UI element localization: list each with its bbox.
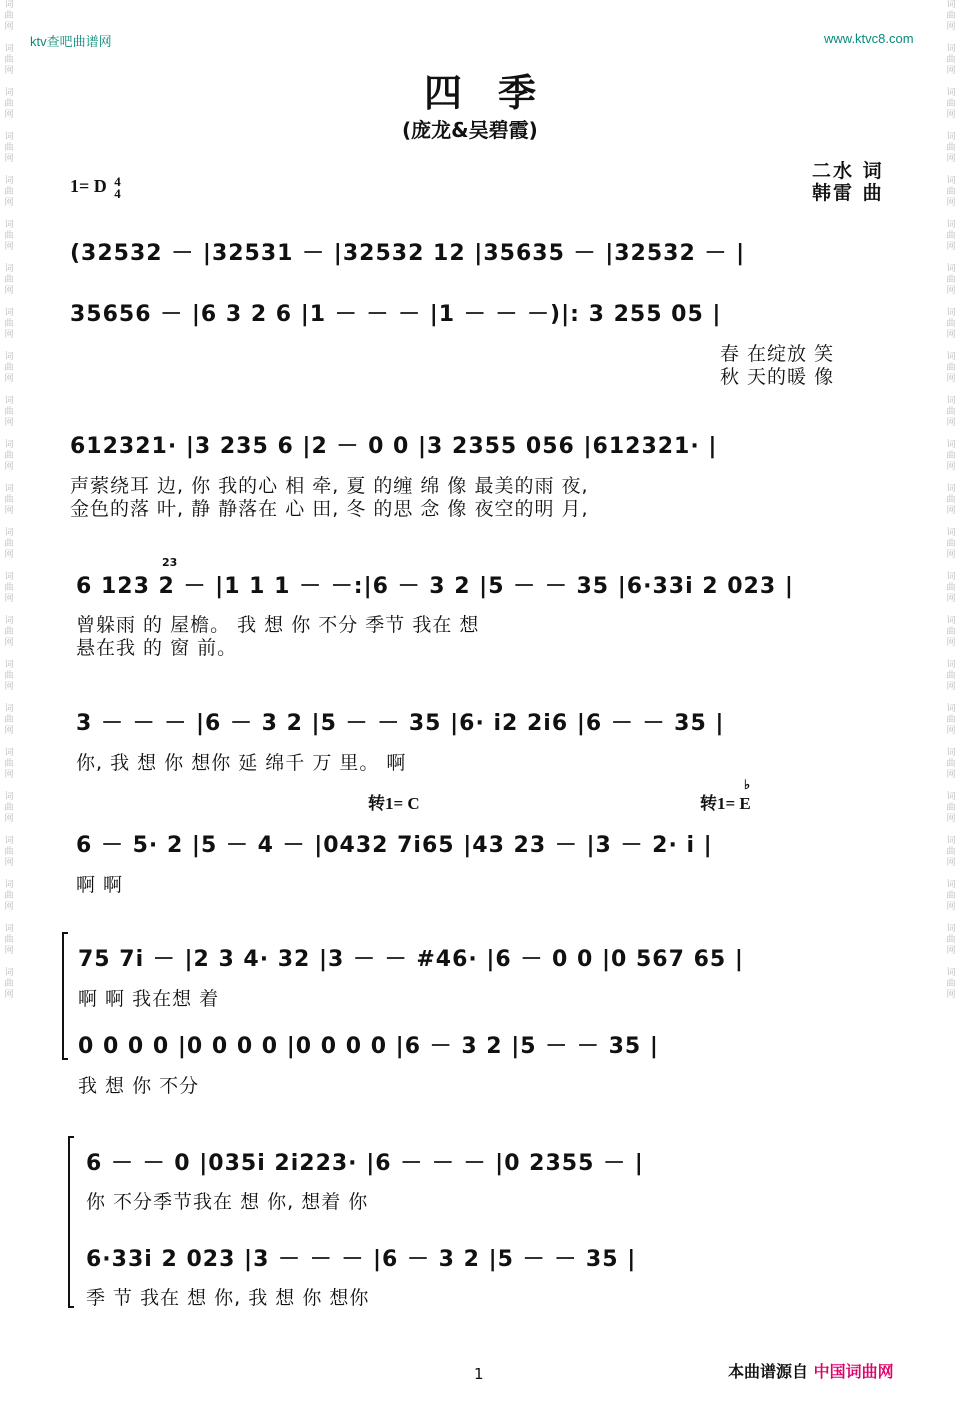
watermark-char: 网 [946, 726, 956, 736]
watermark-char: 网 [946, 638, 956, 648]
watermark-char: 网 [946, 902, 956, 912]
watermark-char: 词 [4, 924, 14, 934]
grace-notes: 23 [162, 556, 178, 569]
watermark-gap [2, 781, 16, 792]
watermark-char: 网 [4, 418, 14, 428]
watermark-gap [944, 737, 958, 748]
watermark-char: 词 [946, 132, 956, 142]
right-watermark [944, 0, 958, 1407]
watermark-char: 曲 [4, 231, 14, 241]
song-title: 四季 [424, 70, 573, 115]
watermark-gap [2, 517, 16, 528]
watermark-char: 曲 [946, 539, 956, 549]
watermark-char: 曲 [4, 539, 14, 549]
watermark-char: 曲 [946, 891, 956, 901]
watermark-gap [944, 165, 958, 176]
watermark-char: 词 [4, 88, 14, 98]
lyric-row-4-verse-2: 悬在我 的 窗 前。 [76, 637, 238, 659]
watermark-char: 网 [946, 550, 956, 560]
watermark-char: 曲 [4, 847, 14, 857]
watermark-char: 曲 [946, 99, 956, 109]
source-label: 本曲谱源自 [728, 1362, 809, 1381]
score-row-8-upper: 6 － － 0 |035i 2i223· |6 － － － |0 2355 － | [86, 1151, 644, 1176]
watermark-char: 词 [4, 352, 14, 362]
watermark-char: 曲 [946, 803, 956, 813]
watermark-char: 网 [946, 110, 956, 120]
watermark-gap [2, 165, 16, 176]
lyric-row-6: 啊 啊 [76, 874, 124, 896]
watermark-char: 词 [946, 440, 956, 450]
watermark-char: 网 [946, 66, 956, 76]
watermark-gap [944, 561, 958, 572]
watermark-gap [2, 297, 16, 308]
watermark-gap [944, 517, 958, 528]
lyric-row-5: 你, 我 想 你 想你 延 绵千 万 里。 啊 [76, 752, 407, 774]
watermark-char: 词 [946, 968, 956, 978]
watermark-gap [944, 605, 958, 616]
score-row-5: 3 － － － |6 － 3 2 |5 － － 35 |6· i2 2i6 |6 － － 35 | [76, 711, 725, 736]
watermark-char: 词 [4, 968, 14, 978]
watermark-char: 词 [946, 924, 956, 934]
watermark-char: 网 [4, 286, 14, 296]
time-signature [114, 176, 121, 200]
watermark-gap [2, 957, 16, 968]
watermark-char: 词 [946, 176, 956, 186]
watermark-gap [944, 693, 958, 704]
watermark-char: 网 [946, 990, 956, 1000]
watermark-char: 词 [4, 660, 14, 670]
watermark-char: 曲 [4, 187, 14, 197]
watermark-gap [2, 121, 16, 132]
watermark-char: 曲 [4, 583, 14, 593]
watermark-char: 网 [4, 594, 14, 604]
watermark-char: 词 [4, 528, 14, 538]
watermark-char: 词 [946, 0, 956, 10]
watermark-char: 曲 [4, 363, 14, 373]
watermark-char: 曲 [946, 979, 956, 989]
key-label: 1= D [70, 176, 107, 197]
watermark-char: 曲 [4, 627, 14, 637]
watermark-gap [2, 33, 16, 44]
watermark-char: 网 [4, 858, 14, 868]
watermark-char: 词 [4, 0, 14, 10]
watermark-char: 网 [946, 374, 956, 384]
modulation-e: 转1= E [700, 794, 751, 813]
watermark-gap [944, 869, 958, 880]
watermark-char: 网 [946, 286, 956, 296]
watermark-char: 网 [4, 330, 14, 340]
watermark-char: 网 [946, 22, 956, 32]
watermark-char: 网 [946, 198, 956, 208]
watermark-char: 曲 [4, 979, 14, 989]
watermark-char: 词 [946, 220, 956, 230]
watermark-char: 网 [4, 22, 14, 32]
watermark-char: 网 [946, 682, 956, 692]
watermark-gap [2, 1001, 16, 1012]
score-row-7-upper: 75 7i － |2 3 4· 32 |3 － － #46· |6 － 0 0 |0 567 65 | [78, 947, 744, 972]
composer-credit: 韩雷 曲 [812, 182, 884, 204]
watermark-char: 曲 [946, 671, 956, 681]
watermark-char: 网 [4, 726, 14, 736]
watermark-char: 曲 [4, 11, 14, 21]
watermark-char: 网 [4, 198, 14, 208]
watermark-gap [2, 605, 16, 616]
watermark-char: 曲 [946, 187, 956, 197]
watermark-char: 曲 [946, 275, 956, 285]
watermark-gap [2, 913, 16, 924]
watermark-char: 词 [946, 704, 956, 714]
watermark-char: 词 [946, 88, 956, 98]
watermark-char: 词 [946, 528, 956, 538]
watermark-char: 词 [946, 352, 956, 362]
watermark-char: 网 [4, 66, 14, 76]
watermark-char: 曲 [4, 143, 14, 153]
watermark-char: 网 [4, 682, 14, 692]
modulation-c: 转1= C [368, 794, 420, 813]
watermark-char: 网 [946, 770, 956, 780]
watermark-char: 曲 [946, 583, 956, 593]
watermark-char: 曲 [4, 55, 14, 65]
watermark-gap [944, 1001, 958, 1012]
watermark-char: 网 [4, 638, 14, 648]
watermark-char: 词 [4, 616, 14, 626]
lyric-row-3-verse-2: 金色的落 叶, 静 静落在 心 田, 冬 的思 念 像 夜空的明 月, [70, 498, 589, 520]
watermark-gap [944, 913, 958, 924]
watermark-char: 曲 [4, 803, 14, 813]
lyric-row-2-verse-2: 秋 天的暖 像 [720, 366, 835, 388]
watermark-char: 网 [946, 594, 956, 604]
watermark-char: 网 [946, 946, 956, 956]
performers: (庞龙&吴碧霞) [402, 118, 538, 142]
lyric-row-8-upper: 你 不分季节我在 想 你, 想着 你 [86, 1191, 369, 1213]
watermark-char: 曲 [946, 11, 956, 21]
watermark-char: 词 [4, 264, 14, 274]
watermark-char: 曲 [946, 495, 956, 505]
watermark-char: 曲 [946, 759, 956, 769]
watermark-char: 曲 [946, 319, 956, 329]
watermark-char: 曲 [4, 451, 14, 461]
watermark-char: 词 [946, 264, 956, 274]
watermark-char: 网 [4, 154, 14, 164]
watermark-char: 词 [4, 880, 14, 890]
watermark-char: 曲 [4, 671, 14, 681]
watermark-char: 网 [4, 770, 14, 780]
watermark-gap [944, 297, 958, 308]
lyric-row-7-upper: 啊 啊 我在想 着 [78, 988, 220, 1010]
watermark-gap [2, 385, 16, 396]
watermark-char: 曲 [4, 99, 14, 109]
score-row-6: 6 － 5· 2 |5 － 4 － |0432 7i65 |43 23 － |3 － 2· i | [76, 833, 713, 858]
watermark-char: 网 [4, 110, 14, 120]
watermark-char: 词 [4, 440, 14, 450]
watermark-gap [944, 209, 958, 220]
watermark-gap [2, 825, 16, 836]
watermark-gap [2, 649, 16, 660]
watermark-char: 曲 [946, 143, 956, 153]
watermark-char: 词 [4, 132, 14, 142]
watermark-gap [2, 737, 16, 748]
watermark-char: 曲 [946, 935, 956, 945]
score-row-4: 6 123 2 － |1 1 1 － －:|6 － 3 2 |5 － － 35 |6·33i 2 023 | [76, 574, 794, 599]
watermark-gap [944, 429, 958, 440]
watermark-gap [944, 253, 958, 264]
watermark-gap [944, 33, 958, 44]
watermark-char: 网 [946, 330, 956, 340]
system-brace-1 [62, 932, 68, 1060]
watermark-gap [2, 253, 16, 264]
watermark-gap [944, 341, 958, 352]
watermark-gap [2, 341, 16, 352]
watermark-char: 词 [4, 704, 14, 714]
watermark-gap [2, 561, 16, 572]
watermark-char: 网 [946, 242, 956, 252]
time-top: 4 [114, 174, 121, 189]
watermark-char: 曲 [946, 627, 956, 637]
watermark-char: 曲 [4, 275, 14, 285]
site-url-right[interactable]: www.ktvc8.com [824, 31, 914, 46]
lyric-row-4-verse-1: 曾躲雨 的 屋檐。 我 想 你 不分 季节 我在 想 [76, 614, 480, 636]
score-row-3: 612321· |3 235 6 |2 － 0 0 |3 2355 056 |612321· | [70, 434, 718, 459]
watermark-gap [2, 77, 16, 88]
watermark-char: 曲 [4, 407, 14, 417]
watermark-char: 曲 [4, 759, 14, 769]
watermark-char: 曲 [946, 407, 956, 417]
watermark-char: 词 [4, 44, 14, 54]
watermark-char: 词 [946, 308, 956, 318]
watermark-char: 词 [946, 792, 956, 802]
watermark-char: 曲 [946, 715, 956, 725]
watermark-char: 曲 [946, 847, 956, 857]
lyric-row-8-lower: 季 节 我在 想 你, 我 想 你 想你 [86, 1287, 370, 1309]
watermark-char: 网 [4, 506, 14, 516]
watermark-char: 词 [946, 572, 956, 582]
score-row-7-lower: 0 0 0 0 |0 0 0 0 |0 0 0 0 |6 － 3 2 |5 － － 35 | [78, 1034, 659, 1059]
flat-sign: ♭ [744, 777, 751, 792]
lyricist-credit: 二水 词 [812, 160, 884, 182]
watermark-gap [944, 649, 958, 660]
watermark-char: 曲 [4, 495, 14, 505]
watermark-char: 词 [946, 660, 956, 670]
watermark-gap [2, 473, 16, 484]
watermark-char: 词 [946, 748, 956, 758]
watermark-char: 词 [4, 572, 14, 582]
watermark-char: 曲 [946, 451, 956, 461]
lyric-row-7-lower: 我 想 你 不分 [78, 1075, 200, 1097]
watermark-char: 词 [946, 880, 956, 890]
watermark-char: 词 [4, 748, 14, 758]
watermark-char: 网 [946, 462, 956, 472]
score-row-1: (32532 － |32531 － |32532 12 |35635 － |32532 － | [70, 241, 746, 266]
watermark-char: 曲 [4, 319, 14, 329]
time-bottom: 4 [114, 186, 121, 201]
watermark-char: 网 [946, 154, 956, 164]
score-row-2: 35656 － |6 3 2 6 |1 － － － |1 － － －)|: 3 255 05 | [70, 302, 722, 327]
source-note [728, 1359, 894, 1382]
watermark-char: 曲 [946, 363, 956, 373]
watermark-char: 网 [4, 946, 14, 956]
watermark-char: 网 [4, 990, 14, 1000]
watermark-char: 网 [4, 550, 14, 560]
watermark-char: 曲 [4, 935, 14, 945]
watermark-char: 词 [4, 836, 14, 846]
key-signature [70, 176, 121, 200]
watermark-char: 词 [946, 616, 956, 626]
watermark-char: 曲 [946, 231, 956, 241]
watermark-gap [944, 957, 958, 968]
watermark-char: 网 [946, 418, 956, 428]
lyric-row-2-verse-1: 春 在绽放 笑 [720, 343, 835, 365]
watermark-char: 词 [4, 176, 14, 186]
watermark-gap [944, 473, 958, 484]
watermark-char: 词 [4, 220, 14, 230]
watermark-char: 词 [946, 484, 956, 494]
watermark-gap [2, 869, 16, 880]
watermark-char: 曲 [4, 715, 14, 725]
watermark-gap [944, 781, 958, 792]
watermark-char: 词 [946, 44, 956, 54]
watermark-char: 网 [4, 902, 14, 912]
watermark-char: 词 [4, 396, 14, 406]
watermark-char: 词 [946, 836, 956, 846]
site-name-left[interactable]: ktv查吧曲谱网 [30, 34, 112, 49]
watermark-gap [2, 693, 16, 704]
watermark-char: 词 [4, 484, 14, 494]
watermark-char: 网 [946, 506, 956, 516]
watermark-char: 网 [4, 242, 14, 252]
watermark-gap [2, 209, 16, 220]
system-brace-2 [68, 1136, 74, 1308]
left-watermark [2, 0, 16, 1407]
watermark-char: 网 [4, 374, 14, 384]
page-number: 1 [474, 1365, 484, 1383]
watermark-char: 曲 [946, 55, 956, 65]
watermark-char: 网 [4, 462, 14, 472]
watermark-char: 曲 [4, 891, 14, 901]
watermark-char: 网 [946, 814, 956, 824]
watermark-char: 网 [4, 814, 14, 824]
watermark-gap [944, 385, 958, 396]
watermark-char: 词 [4, 792, 14, 802]
watermark-gap [2, 429, 16, 440]
watermark-gap [944, 825, 958, 836]
watermark-char: 词 [946, 396, 956, 406]
watermark-gap [944, 77, 958, 88]
source-brand[interactable]: 中国词曲网 [813, 1362, 894, 1381]
lyric-row-3-verse-1: 声萦绕耳 边, 你 我的心 相 牵, 夏 的缠 绵 像 最美的雨 夜, [70, 475, 589, 497]
watermark-char: 网 [946, 858, 956, 868]
watermark-char: 词 [4, 308, 14, 318]
watermark-gap [944, 121, 958, 132]
score-row-8-lower: 6·33i 2 023 |3 － － － |6 － 3 2 |5 － － 35 | [86, 1247, 637, 1272]
